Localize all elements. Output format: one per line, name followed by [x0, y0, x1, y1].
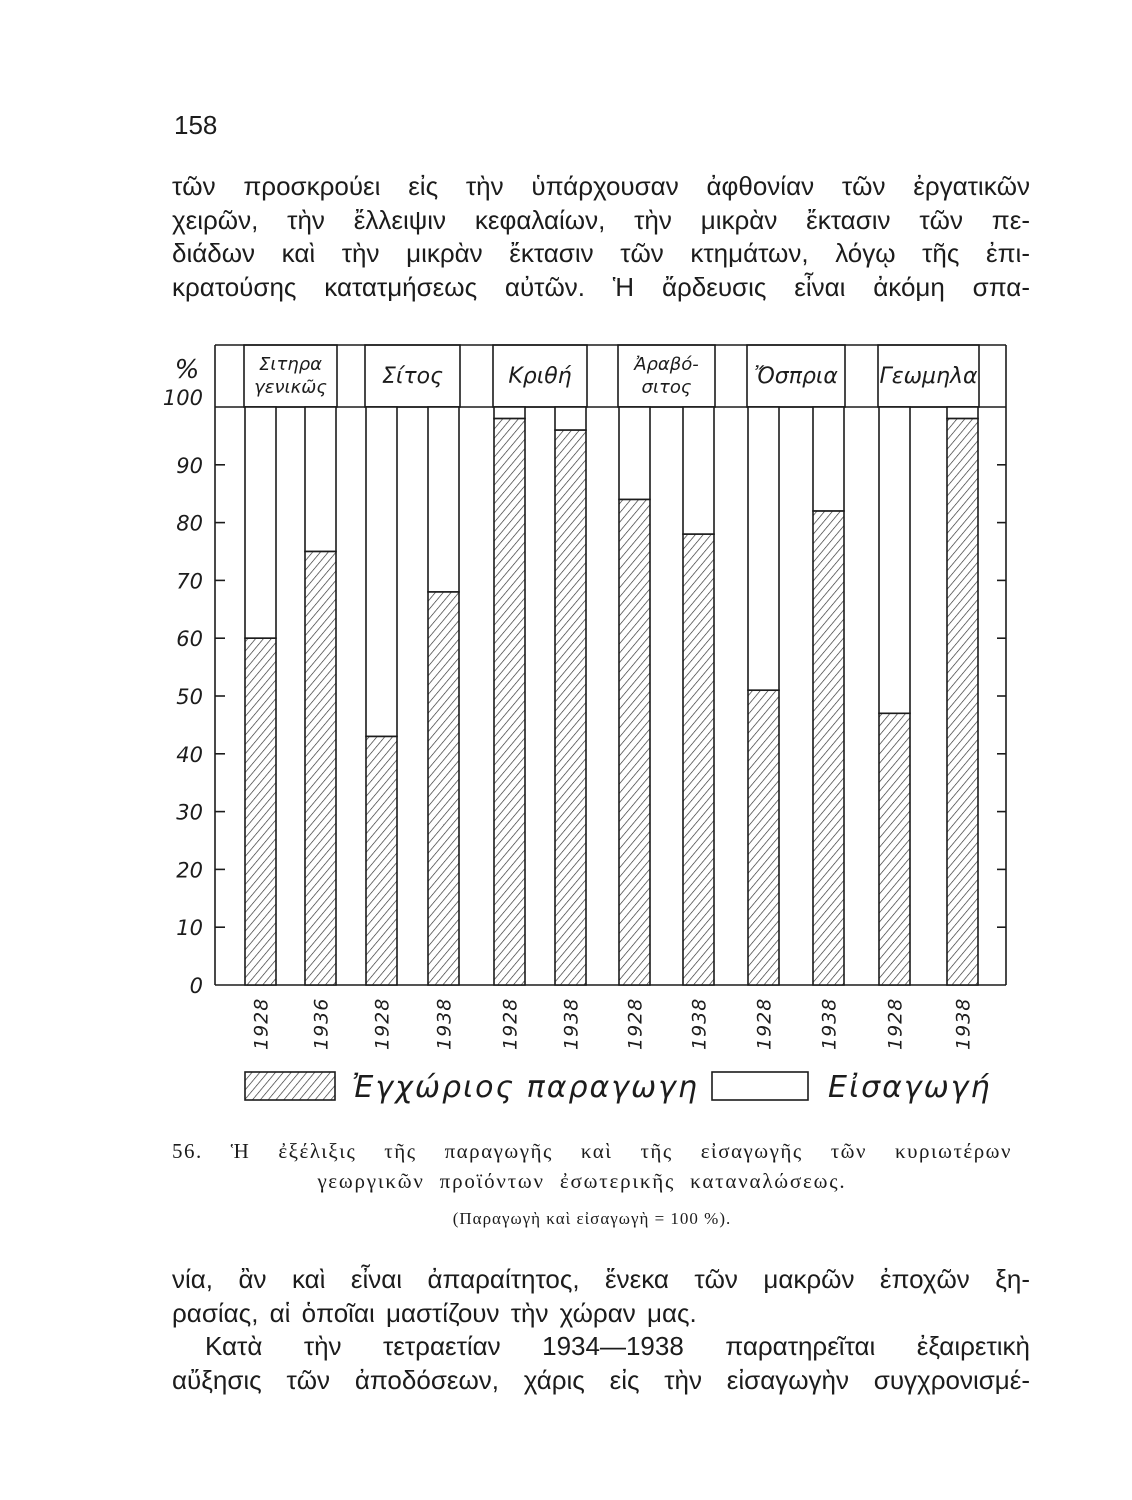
text-line: κρατούσης κατατμήσεως αὐτῶν. Ἡ ἄρδευσις εἶναι ἀκόμη σπα-: [172, 271, 1030, 302]
text-line: χειρῶν, τὴν ἔλλειψιν κεφαλαίων, τὴν μικρὰν ἔκτασιν τῶν πε-: [172, 204, 1030, 235]
text-line: διάδων καὶ τὴν μικρὰν ἔκτασιν τῶν κτημάτων, λόγῳ τῆς ἐπι-: [172, 238, 1030, 268]
bar-production-10: [813, 511, 844, 985]
x-tick-label: 1938: [560, 997, 583, 1050]
x-tick-label: 1928: [624, 997, 647, 1050]
bar-import-2: [305, 407, 336, 552]
bar-production-8: [683, 534, 714, 985]
group-header-label: Σιτηρα: [259, 354, 322, 375]
legend-swatch-import: [712, 1072, 808, 1100]
bar-import-8: [683, 407, 714, 534]
legend-label-import: Εἰσαγωγή: [828, 1070, 992, 1105]
bar-import-10: [813, 407, 844, 511]
y-tick-label: 0: [189, 974, 203, 998]
bar-import-4: [428, 407, 459, 592]
y-tick-label: 60: [176, 627, 203, 652]
bottom-paragraph: [172, 1263, 1030, 1397]
bar-production-4: [428, 592, 459, 985]
bar-production-1: [245, 638, 276, 985]
x-tick-label: 1928: [499, 997, 522, 1050]
y-axis-unit-label: %: [174, 355, 200, 385]
legend-label-production: Ἐγχώριος παραγωγη: [352, 1070, 699, 1105]
bar-production-3: [366, 736, 397, 985]
x-tick-label: 1938: [433, 997, 456, 1050]
bar-import-12: [947, 407, 978, 419]
x-tick-label: 1936: [310, 997, 333, 1050]
y-tick-label: 100: [162, 386, 203, 410]
group-header-label: γενικῶς: [254, 377, 327, 398]
group-header-label: Γεωμηλα: [879, 364, 978, 389]
bar-production-2: [305, 552, 336, 986]
group-header-label: Σίτος: [382, 364, 443, 389]
figure-caption-line-1: 56. Ἡ ἐξέλιξις τῆς παραγωγῆς καὶ τῆς εἰσαγωγῆς τῶν κυριωτέρων: [172, 1139, 1012, 1163]
text-line: ρασίας, αἱ ὁποῖαι μαστίζουν τὴν χώραν μας.: [172, 1297, 697, 1328]
bar-production-9: [748, 690, 779, 985]
y-tick-label: 30: [176, 800, 203, 825]
y-tick-label: 70: [176, 569, 203, 594]
bar-production-7: [619, 499, 650, 985]
x-tick-label: 1928: [371, 997, 394, 1050]
y-tick-label: 20: [176, 858, 203, 883]
x-tick-label: 1938: [952, 997, 975, 1050]
text-line: τῶν προσκρούει εἰς τὴν ὑπάρχουσαν ἀφθονίαν τῶν ἐργατικῶν: [172, 171, 1030, 201]
bar-import-6: [555, 407, 586, 430]
figure-caption-line-2: γεωργικῶν προϊόντων ἐσωτερικῆς καταναλώσεως.: [317, 1169, 847, 1193]
group-header-label: σιτος: [641, 377, 692, 398]
bar-import-9: [748, 407, 779, 690]
x-tick-label: 1928: [884, 997, 907, 1050]
y-tick-label: 40: [176, 742, 203, 767]
y-tick-label: 50: [176, 685, 203, 709]
page-number: 158: [174, 110, 218, 140]
bar-import-11: [879, 407, 910, 713]
bar-import-1: [245, 407, 276, 638]
bar-production-6: [555, 430, 586, 985]
x-tick-label: 1938: [688, 997, 711, 1050]
x-tick-label: 1938: [818, 997, 841, 1050]
bar-production-11: [879, 713, 910, 985]
x-tick-label: 1928: [250, 997, 273, 1050]
y-tick-label: 10: [176, 916, 203, 941]
bar-import-7: [619, 407, 650, 499]
text-line: αὔξησις τῶν ἀποδόσεων, χάρις εἰς τὴν εἰσαγωγὴν συγχρονισμέ-: [172, 1364, 1030, 1395]
group-header-label: Κριθή: [508, 364, 572, 389]
x-tick-label: 1928: [753, 997, 776, 1050]
bar-production-5: [494, 419, 525, 985]
group-header-label: Ἀραβό-: [634, 354, 699, 375]
group-header-label: Ὄσπρια: [754, 364, 838, 389]
bar-import-5: [494, 407, 525, 419]
text-line: νία, ἂν καὶ εἶναι ἀπαραίτητος, ἕνεκα τῶν μακρῶν ἐποχῶν ξη-: [172, 1264, 1030, 1294]
bar-import-3: [366, 407, 397, 736]
y-tick-label: 90: [176, 453, 203, 478]
bar-production-12: [947, 419, 978, 985]
y-tick-label: 80: [176, 511, 203, 536]
legend-swatch-production: [245, 1072, 335, 1100]
figure-caption-note: (Παραγωγὴ καὶ εἰσαγωγὴ = 100 %).: [452, 1209, 732, 1228]
text-line: Κατὰ τὴν τετραετίαν 1934—1938 παρατηρεῖται ἐξαιρετικὴ: [205, 1331, 1030, 1361]
